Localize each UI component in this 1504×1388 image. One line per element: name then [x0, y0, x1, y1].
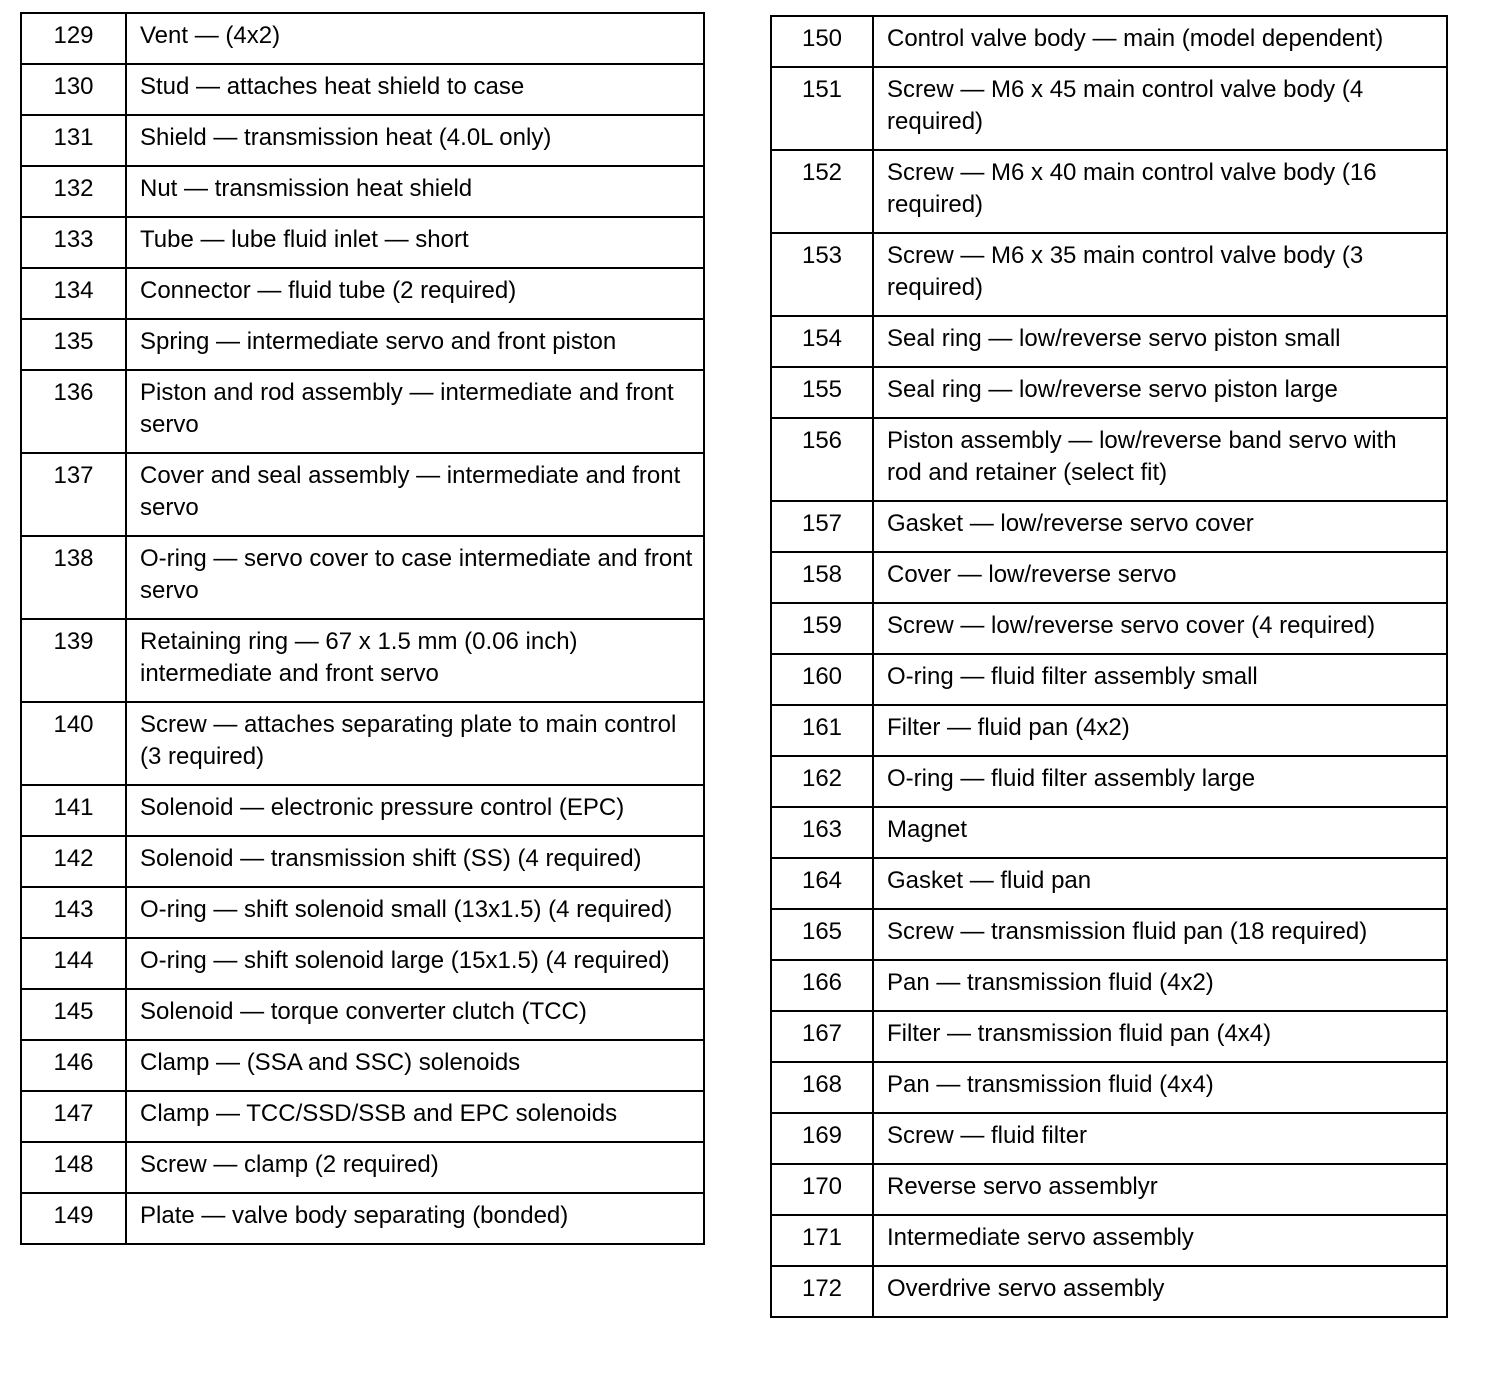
table-row [771, 1266, 1447, 1317]
table-row [21, 1040, 704, 1091]
part-number: 151 [771, 67, 873, 150]
part-description: Control valve body — main (model dependent) [873, 16, 1447, 67]
part-number: 155 [771, 367, 873, 418]
table-row [21, 166, 704, 217]
part-number: 135 [21, 319, 126, 370]
table-row [771, 367, 1447, 418]
part-description: Screw — fluid filter [873, 1113, 1447, 1164]
part-number: 146 [21, 1040, 126, 1091]
part-description: Pan — transmission fluid (4x4) [873, 1062, 1447, 1113]
table-row [21, 887, 704, 938]
table-row [771, 233, 1447, 316]
table-row [21, 619, 704, 702]
part-number: 170 [771, 1164, 873, 1215]
table-row [771, 150, 1447, 233]
part-description: Magnet [873, 807, 1447, 858]
table-row [771, 1164, 1447, 1215]
table-row [771, 1062, 1447, 1113]
part-number: 157 [771, 501, 873, 552]
part-number: 150 [771, 16, 873, 67]
part-description: Screw — transmission fluid pan (18 required) [873, 909, 1447, 960]
part-description: Clamp — TCC/SSD/SSB and EPC solenoids [126, 1091, 704, 1142]
part-number: 158 [771, 552, 873, 603]
table-row [21, 702, 704, 785]
part-number: 145 [21, 989, 126, 1040]
table-row [771, 67, 1447, 150]
part-description: Piston and rod assembly — intermediate and front servo [126, 370, 704, 453]
table-row [21, 1091, 704, 1142]
table-row [771, 705, 1447, 756]
part-number: 152 [771, 150, 873, 233]
part-number: 144 [21, 938, 126, 989]
part-description: Retaining ring — 67 x 1.5 mm (0.06 inch) intermediate and front servo [126, 619, 704, 702]
part-description: O-ring — shift solenoid small (13x1.5) (4 required) [126, 887, 704, 938]
table-row [771, 960, 1447, 1011]
table-row [771, 807, 1447, 858]
part-description: Seal ring — low/reverse servo piston small [873, 316, 1447, 367]
part-description: Seal ring — low/reverse servo piston large [873, 367, 1447, 418]
part-number: 164 [771, 858, 873, 909]
table-row [21, 115, 704, 166]
part-number: 166 [771, 960, 873, 1011]
table-row [771, 858, 1447, 909]
part-number: 129 [21, 13, 126, 64]
part-description: Pan — transmission fluid (4x2) [873, 960, 1447, 1011]
part-number: 153 [771, 233, 873, 316]
table-row [771, 1011, 1447, 1062]
part-description: Screw — M6 x 35 main control valve body (3 required) [873, 233, 1447, 316]
table-row [21, 64, 704, 115]
part-number: 136 [21, 370, 126, 453]
table-row [771, 316, 1447, 367]
part-number: 172 [771, 1266, 873, 1317]
part-description: O-ring — fluid filter assembly large [873, 756, 1447, 807]
table-row [21, 785, 704, 836]
part-description: O-ring — fluid filter assembly small [873, 654, 1447, 705]
part-description: Gasket — fluid pan [873, 858, 1447, 909]
part-description: Reverse servo assemblyr [873, 1164, 1447, 1215]
part-number: 133 [21, 217, 126, 268]
part-description: Solenoid — torque converter clutch (TCC) [126, 989, 704, 1040]
part-number: 162 [771, 756, 873, 807]
part-description: Filter — transmission fluid pan (4x4) [873, 1011, 1447, 1062]
part-description: Screw — clamp (2 required) [126, 1142, 704, 1193]
part-number: 141 [21, 785, 126, 836]
part-description: Cover and seal assembly — intermediate and front servo [126, 453, 704, 536]
part-number: 149 [21, 1193, 126, 1244]
part-number: 148 [21, 1142, 126, 1193]
part-description: Connector — fluid tube (2 required) [126, 268, 704, 319]
part-description: Screw — M6 x 40 main control valve body (16 required) [873, 150, 1447, 233]
part-number: 161 [771, 705, 873, 756]
part-number: 143 [21, 887, 126, 938]
part-number: 142 [21, 836, 126, 887]
table-row [21, 1142, 704, 1193]
part-description: Cover — low/reverse servo [873, 552, 1447, 603]
part-description: Clamp — (SSA and SSC) solenoids [126, 1040, 704, 1091]
table-row [21, 268, 704, 319]
part-number: 168 [771, 1062, 873, 1113]
part-description: Piston assembly — low/reverse band servo with rod and retainer (select fit) [873, 418, 1447, 501]
part-number: 167 [771, 1011, 873, 1062]
table-row [771, 1215, 1447, 1266]
part-description: Solenoid — electronic pressure control (EPC) [126, 785, 704, 836]
part-number: 138 [21, 536, 126, 619]
table-row [21, 536, 704, 619]
table-row [21, 1193, 704, 1244]
part-number: 156 [771, 418, 873, 501]
part-number: 130 [21, 64, 126, 115]
part-description: Intermediate servo assembly [873, 1215, 1447, 1266]
part-description: Spring — intermediate servo and front piston [126, 319, 704, 370]
table-row [771, 552, 1447, 603]
part-number: 165 [771, 909, 873, 960]
part-number: 169 [771, 1113, 873, 1164]
table-row [21, 370, 704, 453]
table-row [21, 217, 704, 268]
part-description: Vent — (4x2) [126, 13, 704, 64]
part-description: Tube — lube fluid inlet — short [126, 217, 704, 268]
part-description: Screw — attaches separating plate to main control (3 required) [126, 702, 704, 785]
table-row [21, 13, 704, 64]
part-number: 139 [21, 619, 126, 702]
part-description: Shield — transmission heat (4.0L only) [126, 115, 704, 166]
parts-table-left [20, 12, 705, 1245]
table-row [21, 453, 704, 536]
part-description: O-ring — shift solenoid large (15x1.5) (4 required) [126, 938, 704, 989]
table-row [771, 16, 1447, 67]
part-description: Stud — attaches heat shield to case [126, 64, 704, 115]
table-row [771, 909, 1447, 960]
part-description: Filter — fluid pan (4x2) [873, 705, 1447, 756]
part-description: Overdrive servo assembly [873, 1266, 1447, 1317]
part-number: 140 [21, 702, 126, 785]
table-row [771, 603, 1447, 654]
part-description: Gasket — low/reverse servo cover [873, 501, 1447, 552]
table-row [771, 501, 1447, 552]
part-number: 132 [21, 166, 126, 217]
table-row [21, 319, 704, 370]
part-description: Screw — low/reverse servo cover (4 required) [873, 603, 1447, 654]
part-number: 137 [21, 453, 126, 536]
table-row [771, 1113, 1447, 1164]
table-row [771, 418, 1447, 501]
table-row [21, 938, 704, 989]
table-row [771, 654, 1447, 705]
table-row [21, 989, 704, 1040]
part-number: 147 [21, 1091, 126, 1142]
part-number: 159 [771, 603, 873, 654]
parts-table-right [770, 15, 1448, 1318]
part-number: 160 [771, 654, 873, 705]
part-description: Nut — transmission heat shield [126, 166, 704, 217]
table-row [21, 836, 704, 887]
part-number: 154 [771, 316, 873, 367]
part-number: 131 [21, 115, 126, 166]
part-number: 163 [771, 807, 873, 858]
part-description: O-ring — servo cover to case intermediate and front servo [126, 536, 704, 619]
part-description: Screw — M6 x 45 main control valve body (4 required) [873, 67, 1447, 150]
part-number: 134 [21, 268, 126, 319]
part-description: Plate — valve body separating (bonded) [126, 1193, 704, 1244]
table-row [771, 756, 1447, 807]
part-number: 171 [771, 1215, 873, 1266]
part-description: Solenoid — transmission shift (SS) (4 required) [126, 836, 704, 887]
